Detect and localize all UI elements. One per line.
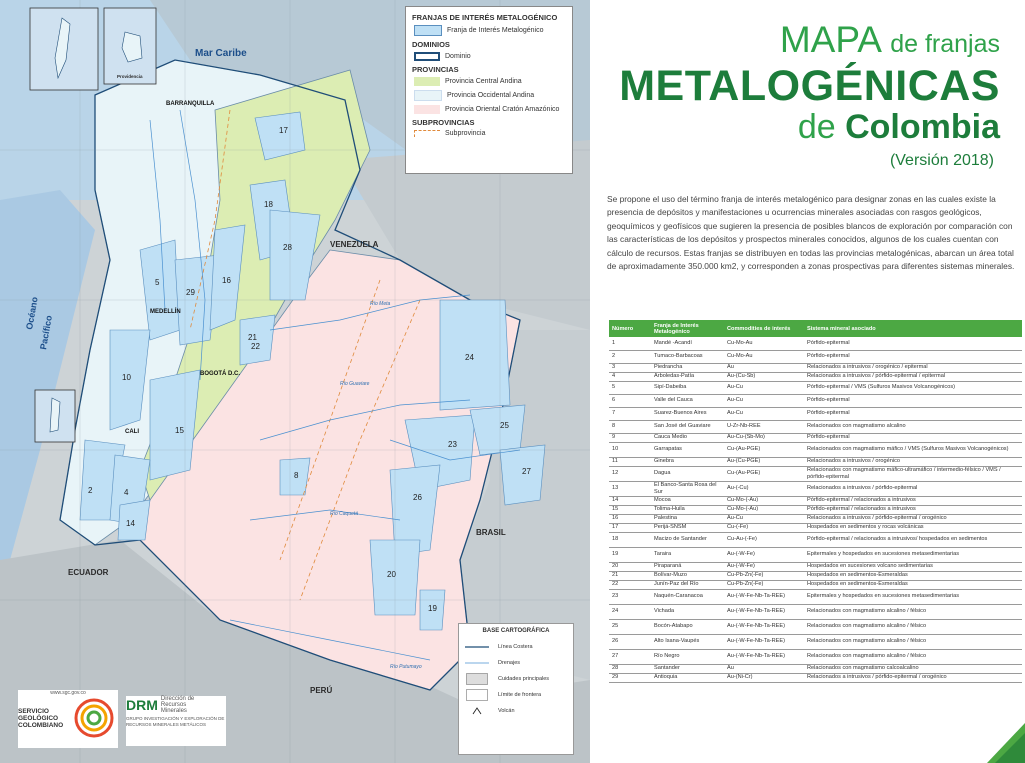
cell-commodities: Cu-Pb-Zn(-Fe) bbox=[724, 571, 804, 580]
legend-label-oriental: Provincia Oriental Cratón Amazónico bbox=[445, 106, 560, 113]
cell-franja: Arboledas-Patía bbox=[651, 372, 724, 381]
cell-sistema: Hospedados en sucesiones volcano sedimentarias bbox=[804, 562, 1022, 571]
label-ecuador: ECUADOR bbox=[68, 568, 109, 577]
cell-franja: Tolima-Huila bbox=[651, 505, 724, 514]
table-row bbox=[609, 420, 1022, 433]
cell-sistema: Relacionados con magmatismo alcalino / félsico bbox=[804, 604, 1022, 619]
sgc-name: SERVICIO GEOLÓGICO COLOMBIANO bbox=[18, 707, 64, 729]
cell-sistema: Pórfido-epitermal / relacionados a intrusivos bbox=[804, 505, 1022, 514]
city-symbol bbox=[464, 673, 490, 685]
legend-label-central: Provincia Central Andina bbox=[445, 78, 522, 85]
swatch-occidental bbox=[414, 90, 442, 101]
title-line-3 bbox=[590, 108, 1000, 146]
legend-item-oriental bbox=[414, 105, 566, 114]
cell-sistema: Epitermales y hospedados en sucesiones metasedimentarias bbox=[804, 547, 1022, 562]
table-row bbox=[609, 505, 1022, 514]
cell-franja: Valle del Cauca bbox=[651, 394, 724, 407]
sgc-logo bbox=[18, 690, 118, 748]
table-row bbox=[609, 496, 1022, 505]
cell-numero: 10 bbox=[609, 442, 651, 457]
cell-franja: El Banco-Santa Rosa del Sur bbox=[651, 481, 724, 496]
legend-item-franja bbox=[414, 25, 566, 36]
cell-franja: Tumaco-Barbacoas bbox=[651, 350, 724, 363]
cell-numero: 24 bbox=[609, 604, 651, 619]
cell-commodities: Au-Cu bbox=[724, 407, 804, 420]
drainage-symbol bbox=[464, 661, 490, 665]
cell-franja: San José del Guaviare bbox=[651, 420, 724, 433]
cell-franja: Mocoa bbox=[651, 496, 724, 505]
cell-sistema: Pórfido-epitermal bbox=[804, 433, 1022, 442]
cell-commodities: Au-Cu bbox=[724, 394, 804, 407]
base-label-volcan: Volcán bbox=[498, 708, 515, 714]
drm-group: GRUPO INVESTIGACIÓN Y EXPLORACIÓN DE RECURSOS MINERALES METÁLICOS bbox=[126, 716, 225, 727]
sgc-spiral-icon bbox=[74, 698, 114, 738]
label-bogota: BOGOTÁ D.C. bbox=[200, 371, 240, 377]
table-row bbox=[609, 580, 1022, 589]
legend-label-subprov: Subprovincia bbox=[445, 130, 486, 137]
th-numero: Número bbox=[609, 320, 651, 337]
zone-14: 14 bbox=[126, 519, 135, 528]
base-label-costera: Línea Costera bbox=[498, 644, 533, 650]
cell-sistema: Pórfido-epitermal bbox=[804, 407, 1022, 420]
cell-numero: 22 bbox=[609, 580, 651, 589]
label-rio-meta: Río Meta bbox=[370, 301, 391, 307]
title-mapa: MAPA bbox=[779, 19, 880, 60]
label-pacifico: Pacífico bbox=[38, 314, 54, 351]
title-line-1 bbox=[590, 20, 1000, 64]
base-carto-title: BASE CARTOGRÁFICA bbox=[482, 628, 550, 634]
table-row bbox=[609, 589, 1022, 604]
franjas-table-wrap bbox=[609, 320, 1022, 683]
cell-sistema: Relacionados a intrusivos / pórfido-epitermal / orogénico bbox=[804, 673, 1022, 682]
zone-19: 19 bbox=[428, 604, 437, 613]
franjas-table bbox=[609, 320, 1022, 683]
cell-franja: Garrapatas bbox=[651, 442, 724, 457]
cell-numero: 18 bbox=[609, 532, 651, 547]
cell-numero: 29 bbox=[609, 673, 651, 682]
coastline-symbol bbox=[464, 645, 490, 649]
cell-franja: Suarez-Buenos Aires bbox=[651, 407, 724, 420]
table-row bbox=[609, 532, 1022, 547]
cell-sistema: Relacionados con magmatismo alcalino bbox=[804, 420, 1022, 433]
cell-commodities: Cu-Au-(-Fe) bbox=[724, 532, 804, 547]
zone-5: 5 bbox=[155, 278, 160, 287]
cell-commodities: Au bbox=[724, 664, 804, 673]
table-row bbox=[609, 673, 1022, 682]
swatch-subprov bbox=[414, 130, 440, 137]
cell-commodities: Au-(-W-Fe-Nb-Ta-REE) bbox=[724, 649, 804, 664]
title-block bbox=[590, 20, 1000, 170]
cell-commodities: Cu-(Au-PGE) bbox=[724, 442, 804, 457]
cell-sistema: Hospedados en sedimentos y rocas volcánicas bbox=[804, 523, 1022, 532]
th-sistema: Sistema mineral asociado bbox=[804, 320, 1022, 337]
cell-sistema: Pórfido-epitermal bbox=[804, 350, 1022, 363]
table-row bbox=[609, 433, 1022, 442]
zone-4: 4 bbox=[124, 488, 129, 497]
cell-franja: Alto Isana-Vaupés bbox=[651, 634, 724, 649]
franja-25 bbox=[470, 405, 525, 455]
cell-sistema: Pórfido-epitermal / relacionados a intrusivos bbox=[804, 496, 1022, 505]
cell-commodities: Au-(-W-Fe-Nb-Ta-REE) bbox=[724, 589, 804, 604]
cell-sistema: Pórfido-epitermal / VMS (Sulfuros Masivos Volcanogénicos) bbox=[804, 381, 1022, 394]
table-row bbox=[609, 571, 1022, 580]
cell-sistema: Epitermales y hospedados en sucesiones metasedimentarias bbox=[804, 589, 1022, 604]
cell-franja: Santander bbox=[651, 664, 724, 673]
cell-numero: 21 bbox=[609, 571, 651, 580]
table-row bbox=[609, 394, 1022, 407]
base-row-drenajes bbox=[464, 655, 568, 671]
zone-16: 16 bbox=[222, 276, 231, 285]
sgc-url: www.sgc.gov.co bbox=[50, 690, 86, 696]
table-row bbox=[609, 547, 1022, 562]
cell-franja: Dagua bbox=[651, 466, 724, 481]
title-version: (Versión 2018) bbox=[889, 152, 994, 169]
zone-2: 2 bbox=[88, 486, 93, 495]
table-row bbox=[609, 337, 1022, 350]
zone-26: 26 bbox=[413, 493, 422, 502]
cell-franja: Mandé -Acandí bbox=[651, 337, 724, 350]
cell-sistema: Relacionados a intrusivos / pórfido-epitermal / epitermal bbox=[804, 372, 1022, 381]
zone-22: 22 bbox=[251, 342, 260, 351]
zone-20: 20 bbox=[387, 570, 396, 579]
cell-numero: 14 bbox=[609, 496, 651, 505]
zone-27: 27 bbox=[522, 467, 531, 476]
cell-commodities: Au-(-W-Fe) bbox=[724, 547, 804, 562]
table-row bbox=[609, 649, 1022, 664]
table-row bbox=[609, 381, 1022, 394]
cell-sistema: Relacionados a intrusivos / orogénico bbox=[804, 457, 1022, 466]
legend-heading-provincias: PROVINCIAS bbox=[412, 65, 459, 74]
swatch-oriental bbox=[414, 105, 440, 114]
gorgona-island bbox=[50, 398, 60, 432]
legend-heading-subprovincias: SUBPROVINCIAS bbox=[412, 118, 475, 127]
cell-sistema: Relacionados a intrusivos / pórfido-epitermal / orogénico bbox=[804, 514, 1022, 523]
label-providencia: Providencia bbox=[117, 74, 143, 79]
table-row bbox=[609, 457, 1022, 466]
table-row bbox=[609, 372, 1022, 381]
cell-commodities: Au-(Cu-Sb) bbox=[724, 372, 804, 381]
table-row bbox=[609, 442, 1022, 457]
cell-numero: 4 bbox=[609, 372, 651, 381]
base-label-limite: Límite de frontera bbox=[498, 692, 542, 698]
cell-commodities: Cu-(-Fe) bbox=[724, 523, 804, 532]
legend-item-dominio bbox=[414, 52, 566, 61]
cell-numero: 2 bbox=[609, 350, 651, 363]
cell-numero: 23 bbox=[609, 589, 651, 604]
label-barranquilla: BARRANQUILLA bbox=[166, 101, 215, 107]
zone-28: 28 bbox=[283, 243, 292, 252]
zone-24: 24 bbox=[465, 353, 474, 362]
border-symbol bbox=[464, 689, 490, 701]
base-row-costera bbox=[464, 639, 568, 655]
cell-commodities: Au-(-W-Fe-Nb-Ta-REE) bbox=[724, 634, 804, 649]
cell-commodities: Cu-(Au-PGE) bbox=[724, 466, 804, 481]
cell-commodities: Cu-Mo-Au bbox=[724, 350, 804, 363]
cell-numero: 17 bbox=[609, 523, 651, 532]
legend-item-occidental bbox=[414, 90, 566, 101]
base-row-limite bbox=[464, 687, 568, 703]
volcano-icon bbox=[464, 707, 490, 715]
zone-8: 8 bbox=[294, 471, 299, 480]
cell-sistema: Hospedados en sedimentos-Esmeraldas bbox=[804, 580, 1022, 589]
cell-franja: Vichada bbox=[651, 604, 724, 619]
zone-15: 15 bbox=[175, 426, 184, 435]
cell-franja: Piraparaná bbox=[651, 562, 724, 571]
cell-sistema: Relacionados con magmatismo alcalino / félsico bbox=[804, 649, 1022, 664]
cell-numero: 6 bbox=[609, 394, 651, 407]
table-row bbox=[609, 466, 1022, 481]
page-fold-decoration bbox=[987, 723, 1025, 763]
cell-numero: 11 bbox=[609, 457, 651, 466]
cell-franja: Macizo de Santander bbox=[651, 532, 724, 547]
franja-21-22 bbox=[240, 315, 275, 365]
cell-franja: Piedrancha bbox=[651, 363, 724, 372]
cell-franja: Bolívar-Muzo bbox=[651, 571, 724, 580]
cell-franja: Sipí-Dabeiba bbox=[651, 381, 724, 394]
title-colombia: Colombia bbox=[845, 108, 1000, 146]
cell-franja: Taraira bbox=[651, 547, 724, 562]
title-de-franjas: de franjas bbox=[890, 30, 1000, 58]
map-legend bbox=[405, 6, 573, 174]
legend-item-central bbox=[414, 77, 566, 86]
cell-franja: Ginebra bbox=[651, 457, 724, 466]
cell-numero: 15 bbox=[609, 505, 651, 514]
cell-sistema: Relacionados con magmatismo alcalino / félsico bbox=[804, 634, 1022, 649]
legend-label-occidental: Provincia Occidental Andina bbox=[447, 92, 535, 99]
cell-sistema: Relacionados a intrusivos / pórfido-epitermal bbox=[804, 481, 1022, 496]
base-label-ciudades: Cuidades principales bbox=[498, 676, 550, 682]
cell-sistema: Relacionados con magmatismo máfico / VMS (Sulfuros Masivos Volcanogénicos) bbox=[804, 442, 1022, 457]
cell-franja: Palestina bbox=[651, 514, 724, 523]
cell-franja: Naquén-Caranacoa bbox=[651, 589, 724, 604]
cell-commodities: Cu-Mo-Au bbox=[724, 337, 804, 350]
legend-label-dominio: Dominio bbox=[445, 53, 471, 60]
cell-numero: 26 bbox=[609, 634, 651, 649]
table-row bbox=[609, 619, 1022, 634]
label-mar-caribe: Mar Caribe bbox=[195, 48, 247, 59]
th-franja: Franja de Interés Metalogénico bbox=[651, 320, 724, 337]
table-row bbox=[609, 350, 1022, 363]
zone-18: 18 bbox=[264, 200, 273, 209]
table-row bbox=[609, 481, 1022, 496]
legend-heading-franjas: FRANJAS DE INTERÉS METALOGÉNICO bbox=[412, 13, 558, 22]
cell-sistema: Pórfido-epitermal / relacionados a intrusivos/ hospedados en sedimentos bbox=[804, 532, 1022, 547]
drm-name: Dirección de Recursos Minerales bbox=[160, 696, 195, 714]
label-cali: CALI bbox=[125, 429, 139, 435]
label-rio-putumayo: Río Putumayo bbox=[390, 664, 422, 670]
cell-numero: 27 bbox=[609, 649, 651, 664]
label-medellin: MEDELLÍN bbox=[150, 309, 181, 315]
cell-commodities: Au-(-W-Fe-Nb-Ta-REE) bbox=[724, 619, 804, 634]
cell-numero: 28 bbox=[609, 664, 651, 673]
cell-commodities: Au-Cu bbox=[724, 381, 804, 394]
table-row bbox=[609, 604, 1022, 619]
title-metalogenicas: METALOGÉNICAS bbox=[619, 62, 1000, 110]
cell-commodities: Au-Cu bbox=[724, 514, 804, 523]
cell-commodities: Cu-Mo-(-Au) bbox=[724, 496, 804, 505]
cell-commodities: U-Zr-Nb-REE bbox=[724, 420, 804, 433]
base-cartografica bbox=[458, 623, 574, 755]
base-row-volcan bbox=[464, 703, 568, 719]
drm-logo bbox=[126, 696, 226, 746]
zone-23: 23 bbox=[448, 440, 457, 449]
cell-commodities: Au-Cu-(Sb-Mo) bbox=[724, 433, 804, 442]
cell-franja: Bocón-Atabapo bbox=[651, 619, 724, 634]
cell-commodities: Cu-Pb-Zn(-Fe) bbox=[724, 580, 804, 589]
cell-franja: Antioquia bbox=[651, 673, 724, 682]
cell-numero: 9 bbox=[609, 433, 651, 442]
cell-franja: Perijá-SNSM bbox=[651, 523, 724, 532]
franja-24 bbox=[440, 300, 510, 410]
cell-commodities: Au-(Ni-Cr) bbox=[724, 673, 804, 682]
cell-commodities: Au-(-W-Fe) bbox=[724, 562, 804, 571]
swatch-franja bbox=[414, 25, 442, 36]
cell-sistema: Relacionados con magmatismo máfico-ultramáfico / intermedio-félsico / VMS / pórfido-epitermal bbox=[804, 466, 1022, 481]
title-de: de bbox=[797, 108, 836, 146]
label-peru: PERÚ bbox=[310, 686, 333, 695]
cell-numero: 3 bbox=[609, 363, 651, 372]
cell-commodities: Au-(Cu-PGE) bbox=[724, 457, 804, 466]
cell-commodities: Au bbox=[724, 363, 804, 372]
legend-heading-dominios: DOMINIOS bbox=[412, 40, 450, 49]
legend-item-subprov bbox=[414, 130, 566, 137]
intro-paragraph: Se propone el uso del término franja de interés metalogénico para designar zonas en las cuales existe la presencia de depósitos y manifestaciones u ocurrencias minerales asociadas con rasgos geológicos, geoquímicos y geofísicos que sugieren la presencia de posibles blancos de exploración por comparación con las características de los depósitos y prospectos minerales conocidos, algunos de los cuales cuentan con cálculo de recursos. Estas franjas se distribuyen en todas las provincias metalogénicas, abarcan un área total de aproximadamente 350.000 km2, y corresponden a zonas prospectivas para diferentes sistemas minerales. bbox=[607, 194, 1015, 272]
cell-numero: 19 bbox=[609, 547, 651, 562]
swatch-central bbox=[414, 77, 440, 86]
cell-commodities: Au-(-Cu) bbox=[724, 481, 804, 496]
zone-10: 10 bbox=[122, 373, 131, 382]
cell-numero: 8 bbox=[609, 420, 651, 433]
cell-numero: 16 bbox=[609, 514, 651, 523]
legend-label-franja: Franja de Interés Metalogénico bbox=[447, 27, 544, 34]
label-brasil: BRASIL bbox=[476, 528, 506, 537]
table-row bbox=[609, 407, 1022, 420]
table-row bbox=[609, 664, 1022, 673]
swatch-dominio bbox=[414, 52, 440, 61]
cell-numero: 5 bbox=[609, 381, 651, 394]
zone-21: 21 bbox=[248, 333, 257, 342]
cell-franja: Río Negro bbox=[651, 649, 724, 664]
zone-25: 25 bbox=[500, 421, 509, 430]
label-oceano: Océano bbox=[24, 296, 40, 331]
cell-sistema: Relacionados a intrusivos / orogénico / epitermal bbox=[804, 363, 1022, 372]
label-rio-caqueta: Río Caquetá bbox=[330, 511, 359, 517]
table-row bbox=[609, 562, 1022, 571]
cell-numero: 25 bbox=[609, 619, 651, 634]
table-header-row bbox=[609, 320, 1022, 337]
cell-franja: Junín-Paz del Río bbox=[651, 580, 724, 589]
cell-sistema: Relacionados con magmatismo calcoalcalino bbox=[804, 664, 1022, 673]
cell-sistema: Relacionados con magmatismo alcalino / félsico bbox=[804, 619, 1022, 634]
cell-numero: 20 bbox=[609, 562, 651, 571]
table-row bbox=[609, 523, 1022, 532]
table-row bbox=[609, 514, 1022, 523]
cell-sistema: Pórfido-epitermal bbox=[804, 394, 1022, 407]
cell-numero: 7 bbox=[609, 407, 651, 420]
cell-numero: 12 bbox=[609, 466, 651, 481]
th-commodities: Commodities de interés bbox=[724, 320, 804, 337]
zone-17: 17 bbox=[279, 126, 288, 135]
base-label-drenajes: Drenajes bbox=[498, 660, 521, 666]
cell-numero: 1 bbox=[609, 337, 651, 350]
zone-29: 29 bbox=[186, 288, 195, 297]
cell-sistema: Pórfido-epitermal bbox=[804, 337, 1022, 350]
table-row bbox=[609, 363, 1022, 372]
label-rio-guaviare: Río Guaviare bbox=[340, 381, 370, 387]
table-row bbox=[609, 634, 1022, 649]
drm-short: DRM bbox=[126, 697, 158, 713]
base-row-ciudades bbox=[464, 671, 568, 687]
cell-franja: Cauca Medio bbox=[651, 433, 724, 442]
cell-commodities: Cu-Mo-(-Au) bbox=[724, 505, 804, 514]
table-body bbox=[609, 337, 1022, 682]
cell-commodities: Au-(-W-Fe-Nb-Ta-REE) bbox=[724, 604, 804, 619]
label-venezuela: VENEZUELA bbox=[330, 240, 379, 249]
cell-sistema: Hospedados en sedimentos-Esmeraldas bbox=[804, 571, 1022, 580]
cell-numero: 13 bbox=[609, 481, 651, 496]
